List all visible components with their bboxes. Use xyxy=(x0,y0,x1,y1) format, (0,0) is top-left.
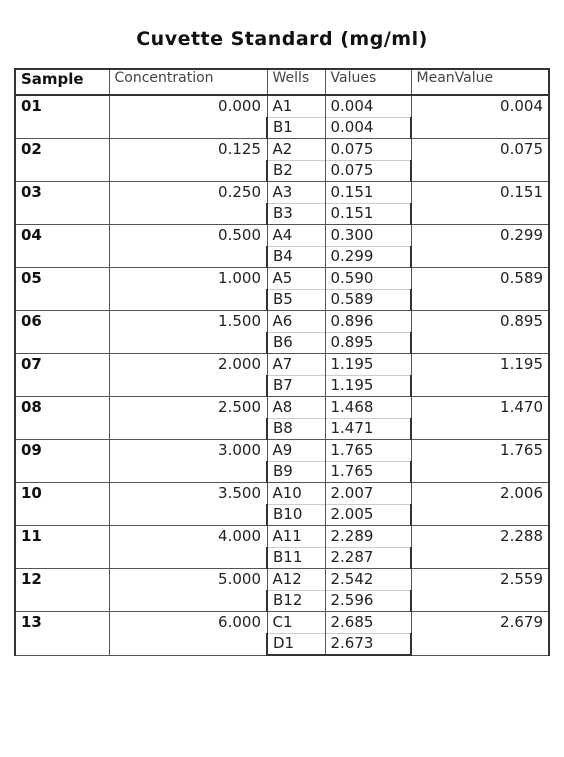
cell-value: 1.468 xyxy=(325,397,411,419)
cell-value: 2.596 xyxy=(325,591,411,612)
cell-mean-value: 1.195 xyxy=(411,354,549,397)
cell-well: A2 xyxy=(267,139,325,161)
cell-well: B1 xyxy=(267,118,325,139)
cell-value: 1.765 xyxy=(325,440,411,462)
header-values: Values xyxy=(325,69,411,95)
cell-value: 2.542 xyxy=(325,569,411,591)
cell-well: A5 xyxy=(267,268,325,290)
cell-mean-value: 0.004 xyxy=(411,95,549,139)
cell-concentration: 1.500 xyxy=(109,311,267,354)
cell-sample: 04 xyxy=(15,225,109,268)
table-row xyxy=(15,268,549,290)
cell-value: 2.005 xyxy=(325,505,411,526)
cell-mean-value: 1.765 xyxy=(411,440,549,483)
header-sample: Sample xyxy=(15,69,109,95)
cell-mean-value: 0.589 xyxy=(411,268,549,311)
cell-well: B2 xyxy=(267,161,325,182)
cell-sample: 06 xyxy=(15,311,109,354)
cell-well: A8 xyxy=(267,397,325,419)
report-title: Cuvette Standard (mg/ml) xyxy=(136,28,428,50)
cell-concentration: 0.000 xyxy=(109,95,267,139)
cell-value: 1.195 xyxy=(325,354,411,376)
cell-concentration: 3.500 xyxy=(109,483,267,526)
cell-well: A9 xyxy=(267,440,325,462)
cell-sample: 03 xyxy=(15,182,109,225)
cell-concentration: 2.500 xyxy=(109,397,267,440)
cell-value: 2.287 xyxy=(325,548,411,569)
cell-concentration: 0.250 xyxy=(109,182,267,225)
cell-value: 0.151 xyxy=(325,204,411,225)
table-row xyxy=(15,526,549,548)
cell-value: 2.673 xyxy=(325,634,411,656)
cell-well: B9 xyxy=(267,462,325,483)
cell-concentration: 4.000 xyxy=(109,526,267,569)
cell-value: 2.685 xyxy=(325,612,411,634)
cell-mean-value: 0.075 xyxy=(411,139,549,182)
cell-mean-value: 1.470 xyxy=(411,397,549,440)
cell-mean-value: 2.679 xyxy=(411,612,549,656)
cell-value: 0.075 xyxy=(325,139,411,161)
cell-value: 1.765 xyxy=(325,462,411,483)
cell-well: A10 xyxy=(267,483,325,505)
cell-value: 0.299 xyxy=(325,247,411,268)
cell-well: B5 xyxy=(267,290,325,311)
cell-mean-value: 0.299 xyxy=(411,225,549,268)
cell-sample: 10 xyxy=(15,483,109,526)
cell-well: B8 xyxy=(267,419,325,440)
table-header xyxy=(15,69,549,95)
cell-well: B11 xyxy=(267,548,325,569)
cell-concentration: 5.000 xyxy=(109,569,267,612)
cell-value: 0.004 xyxy=(325,118,411,139)
table-row xyxy=(15,95,549,118)
cell-value: 0.075 xyxy=(325,161,411,182)
table-row xyxy=(15,225,549,247)
cell-well: A12 xyxy=(267,569,325,591)
table-row xyxy=(15,354,549,376)
cell-value: 0.151 xyxy=(325,182,411,204)
cell-sample: 01 xyxy=(15,95,109,139)
cell-value: 2.007 xyxy=(325,483,411,505)
cell-value: 0.004 xyxy=(325,95,411,118)
cell-value: 0.590 xyxy=(325,268,411,290)
header-mean-value: MeanValue xyxy=(411,69,549,95)
cell-well: B12 xyxy=(267,591,325,612)
table-row xyxy=(15,397,549,419)
cell-mean-value: 2.559 xyxy=(411,569,549,612)
cell-sample: 11 xyxy=(15,526,109,569)
cell-value: 0.300 xyxy=(325,225,411,247)
cell-value: 0.896 xyxy=(325,311,411,333)
cell-well: A11 xyxy=(267,526,325,548)
cell-value: 1.471 xyxy=(325,419,411,440)
table-row xyxy=(15,311,549,333)
cell-mean-value: 0.895 xyxy=(411,311,549,354)
table-row xyxy=(15,440,549,462)
cell-concentration: 6.000 xyxy=(109,612,267,656)
cell-well: C1 xyxy=(267,612,325,634)
cell-well: B3 xyxy=(267,204,325,225)
cell-value: 2.289 xyxy=(325,526,411,548)
cell-well: B4 xyxy=(267,247,325,268)
cell-value: 0.589 xyxy=(325,290,411,311)
cell-sample: 07 xyxy=(15,354,109,397)
cell-concentration: 1.000 xyxy=(109,268,267,311)
cell-mean-value: 0.151 xyxy=(411,182,549,225)
cell-well: B7 xyxy=(267,376,325,397)
cell-sample: 08 xyxy=(15,397,109,440)
cell-concentration: 2.000 xyxy=(109,354,267,397)
cell-well: A7 xyxy=(267,354,325,376)
cell-sample: 13 xyxy=(15,612,109,656)
table-row xyxy=(15,139,549,161)
table-body xyxy=(15,95,549,655)
cell-concentration: 0.125 xyxy=(109,139,267,182)
cell-concentration: 0.500 xyxy=(109,225,267,268)
cell-sample: 02 xyxy=(15,139,109,182)
cell-sample: 05 xyxy=(15,268,109,311)
cell-well: D1 xyxy=(267,634,325,656)
cell-well: A3 xyxy=(267,182,325,204)
header-concentration: Concentration xyxy=(109,69,267,95)
cell-mean-value: 2.006 xyxy=(411,483,549,526)
table-row xyxy=(15,569,549,591)
cell-sample: 12 xyxy=(15,569,109,612)
cell-mean-value: 2.288 xyxy=(411,526,549,569)
cell-value: 1.195 xyxy=(325,376,411,397)
standards-table xyxy=(14,68,550,656)
table-row xyxy=(15,612,549,634)
table-row xyxy=(15,182,549,204)
header-wells: Wells xyxy=(267,69,325,95)
cell-well: A6 xyxy=(267,311,325,333)
cell-sample: 09 xyxy=(15,440,109,483)
cell-well: B6 xyxy=(267,333,325,354)
cell-concentration: 3.000 xyxy=(109,440,267,483)
cell-well: B10 xyxy=(267,505,325,526)
cell-value: 0.895 xyxy=(325,333,411,354)
cell-well: A1 xyxy=(267,95,325,118)
cell-well: A4 xyxy=(267,225,325,247)
table-row xyxy=(15,483,549,505)
